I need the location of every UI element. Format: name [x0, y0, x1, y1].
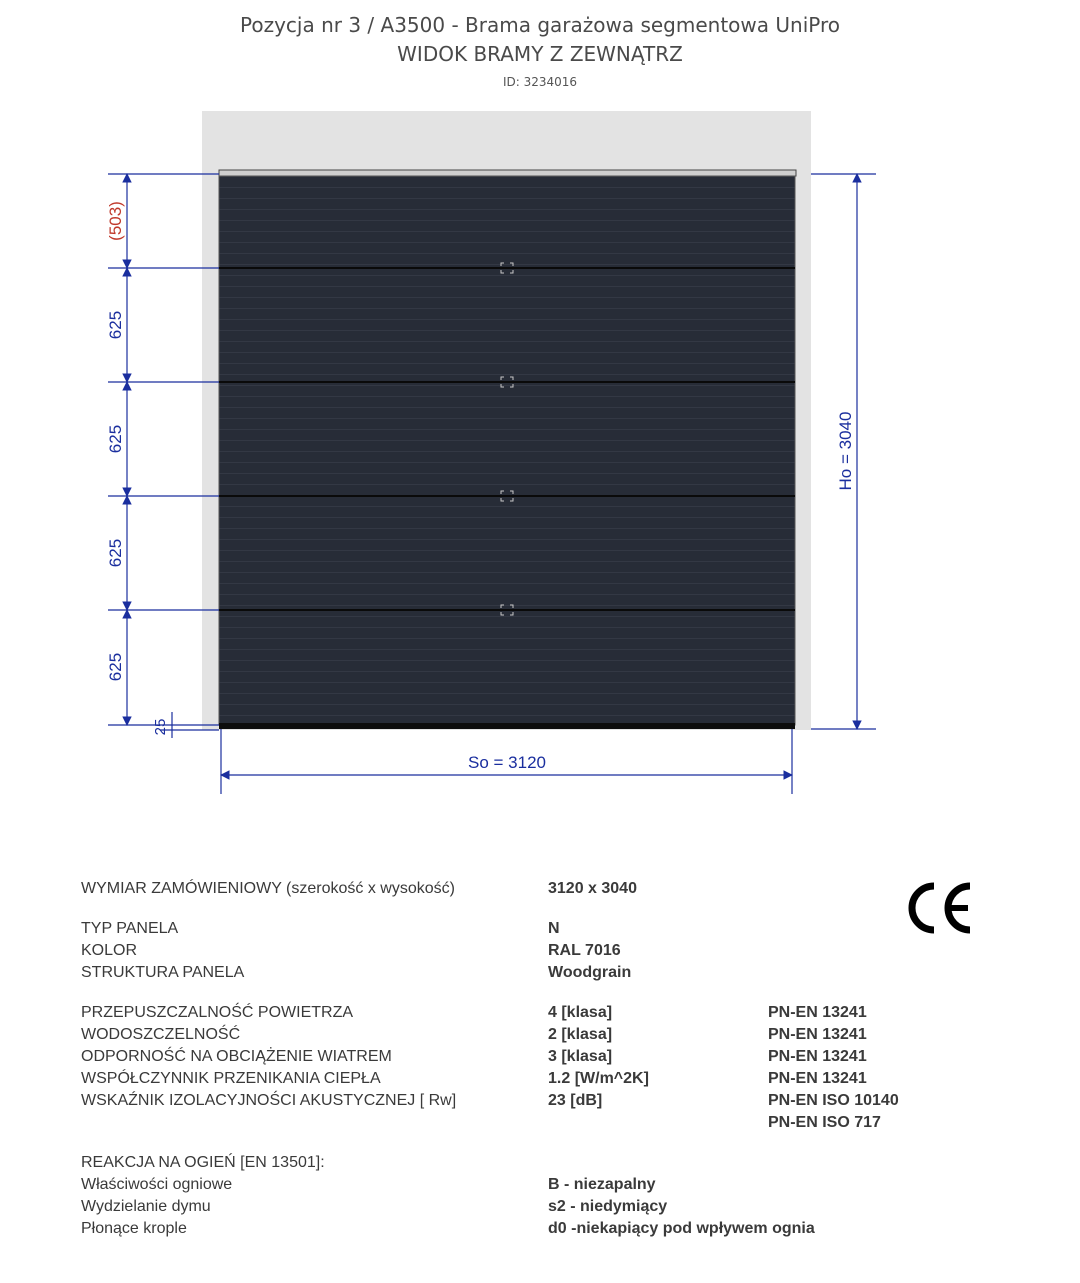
- spec-norm: PN-EN 13241: [768, 1004, 867, 1021]
- spec-label: Płonące krople: [81, 1220, 187, 1237]
- spec-label: WSKAŹNIK IZOLACYJNOŚCI AKUSTYCZNEJ [ Rw]: [81, 1092, 457, 1109]
- dimension-section-4: 625: [106, 652, 125, 682]
- spec-value: Woodgrain: [548, 964, 632, 981]
- spec-label: WYMIAR ZAMÓWIENIOWY (szerokość x wysokość): [81, 880, 455, 897]
- dimension-section-2: 625: [106, 424, 125, 454]
- spec-value: 4 [klasa]: [548, 1004, 613, 1021]
- spec-label: Właściwości ogniowe: [81, 1176, 233, 1193]
- top-rail: [219, 170, 796, 176]
- spec-value: 23 [dB]: [548, 1092, 603, 1109]
- spec-value: 2 [klasa]: [548, 1026, 613, 1043]
- spec-row: [0, 1068, 1080, 1090]
- spec-row: [0, 1002, 1080, 1024]
- spec-label: STRUKTURA PANELA: [81, 964, 245, 981]
- spec-row: [0, 1174, 1080, 1196]
- dimension-top-section: (503): [106, 201, 125, 241]
- spec-value: RAL 7016: [548, 942, 621, 959]
- spec-row: [0, 1112, 1080, 1134]
- spec-label: REAKCJA NA OGIEŃ [EN 13501]:: [81, 1154, 325, 1171]
- spec-value: 3 [klasa]: [548, 1048, 613, 1065]
- spec-value: s2 - niedymiący: [548, 1198, 668, 1215]
- document-id: ID: 3234016: [502, 75, 578, 89]
- fire-section-title: [0, 1152, 1080, 1174]
- spec-label: TYP PANELA: [81, 920, 179, 937]
- spec-value: d0 -niekapiący pod wpływem ognia: [548, 1220, 815, 1237]
- spec-row: [0, 1024, 1080, 1046]
- spec-row: [0, 1196, 1080, 1218]
- spec-value: 3120 x 3040: [548, 880, 637, 897]
- spec-norm: PN-EN ISO 717: [768, 1114, 881, 1131]
- spec-row: [0, 940, 1080, 962]
- spec-value: B - niezapalny: [548, 1176, 656, 1193]
- spec-label: ODPORNOŚĆ NA OBCIĄŻENIE WIATREM: [81, 1048, 392, 1065]
- dimension-section-3: 625: [106, 538, 125, 568]
- spec-norm: PN-EN 13241: [768, 1026, 867, 1043]
- title-line-1: Pozycja nr 3 / A3500 - Brama garażowa segmentowa UniPro: [240, 13, 840, 37]
- spec-label: KOLOR: [81, 942, 138, 959]
- dimension-section-1: 625: [106, 310, 125, 340]
- spec-label: PRZEPUSZCZALNOŚĆ POWIETRZA: [81, 1004, 354, 1021]
- spec-norm: PN-EN 13241: [768, 1048, 867, 1065]
- spec-label: Wydzielanie dymu: [81, 1198, 211, 1215]
- dimension-bottom: 25: [152, 718, 169, 736]
- spec-value: N: [548, 920, 560, 937]
- spec-row: [0, 962, 1080, 984]
- spec-label: WODOSZCZELNOŚĆ: [81, 1026, 241, 1043]
- spec-label: WSPÓŁCZYNNIK PRZENIKANIA CIEPŁA: [81, 1070, 381, 1087]
- width-label: So = 3120: [468, 753, 546, 772]
- spec-norm: PN-EN ISO 10140: [768, 1092, 899, 1109]
- spec-value: 1.2 [W/m^2K]: [548, 1070, 649, 1087]
- spec-norm: PN-EN 13241: [768, 1070, 867, 1087]
- ce-mark-icon: [904, 878, 976, 938]
- spec-row: [0, 1090, 1080, 1112]
- panel-woodgrain: [219, 176, 795, 725]
- spec-row: [0, 1046, 1080, 1068]
- bottom-seal: [219, 723, 795, 729]
- spec-row: [0, 1218, 1080, 1240]
- height-label: Ho = 3040: [836, 411, 855, 491]
- title-line-2: WIDOK BRAMY Z ZEWNĄTRZ: [397, 42, 683, 66]
